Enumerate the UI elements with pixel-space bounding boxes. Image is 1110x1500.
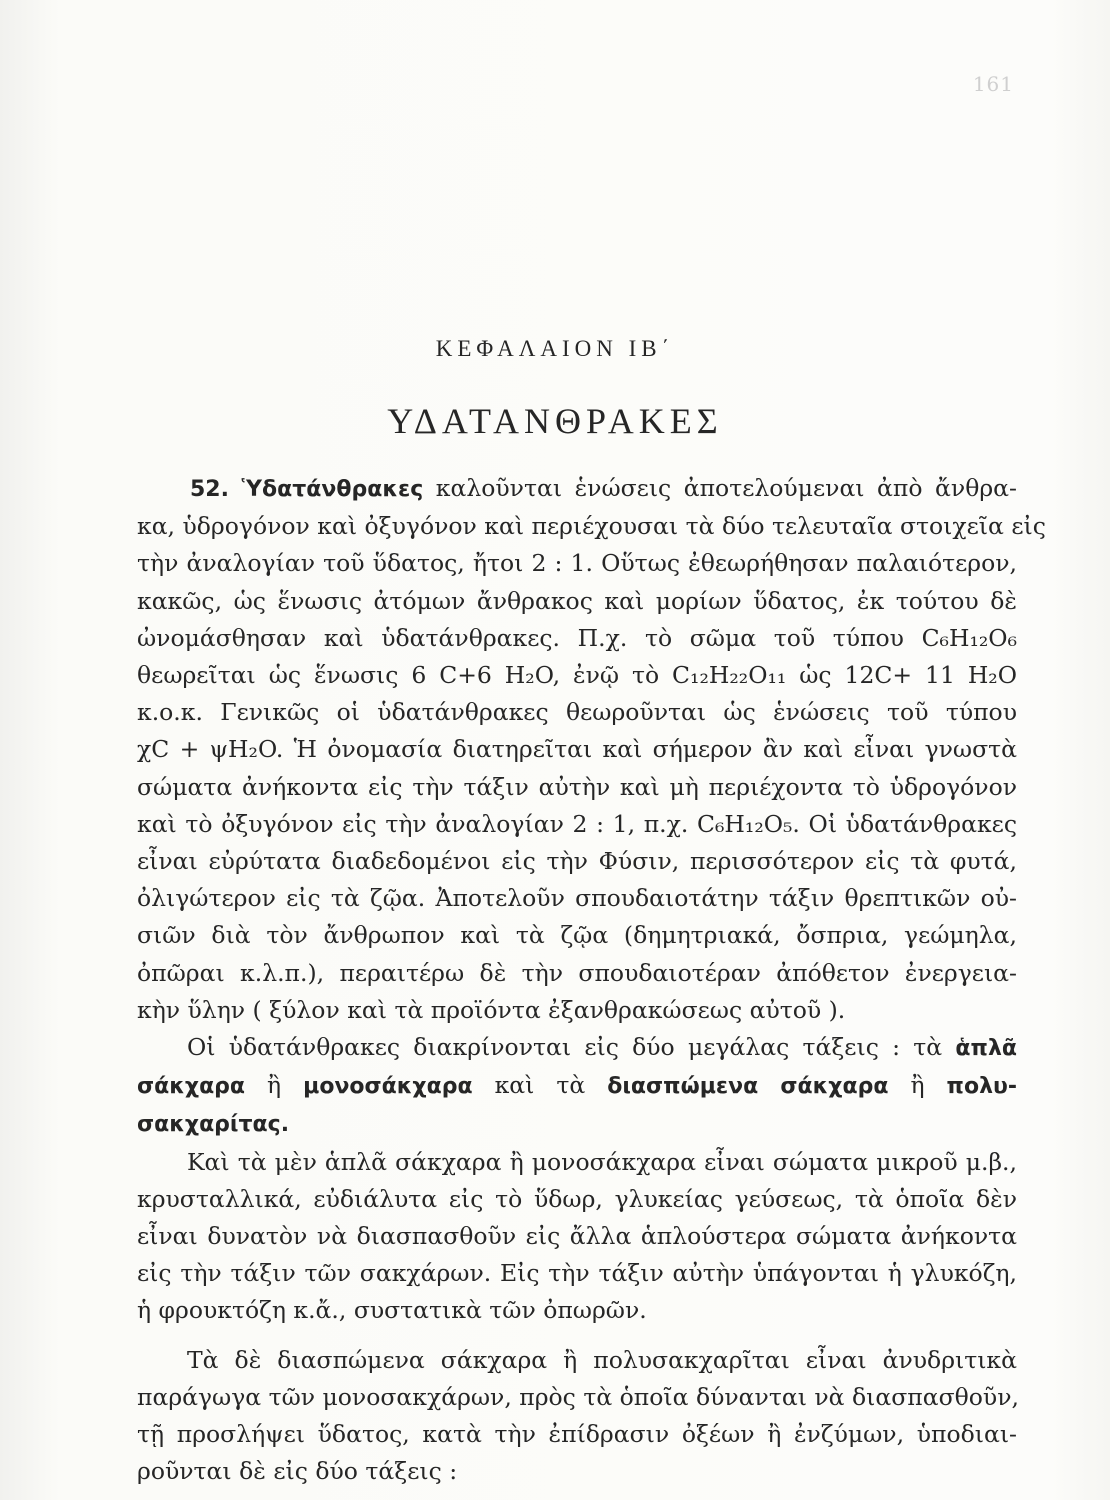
section-line: κὴν ὕλην ( ξύλον καὶ τὰ προϊόντα ἐξανθρακώσεως αὐτοῦ ). (137, 995, 846, 1024)
paragraph-gap (137, 1330, 1017, 1342)
section-line: ὀλιγώτερον εἰς τὰ ζῷα. Ἀποτελοῦν σπουδαιοτάτην τάξιν θρεπτικῶν οὐ- (137, 884, 1017, 913)
term-simple: ἁπλᾶ (955, 1036, 1017, 1062)
term-poly-a: πολυ- (946, 1074, 1017, 1100)
section-line: καὶ τὸ ὀξυγόνον εἰς τὴν ἀναλογίαν 2 : 1, π.χ. C₆H₁₂O₅. Οἱ ὑδατάνθρακες (137, 809, 1017, 838)
section-line: κακῶς, ὡς ἕνωσις ἀτόμων ἄνθρακος καὶ μορίων ὕδατος, ἐκ τούτου δὲ (137, 586, 1017, 615)
term-poly-b: σακχαρίτας (137, 1112, 281, 1138)
section-line: ὠνομάσθησαν καὶ ὑδατάνθρακες. Π.χ. τὸ σῶμα τοῦ τύπου C₆H₁₂O₆ (137, 623, 1017, 652)
section-term: Ὑδατάνθρακες (241, 477, 424, 502)
paragraph-2-line-3 (137, 1105, 1017, 1143)
section-line: σιῶν διὰ τὸν ἄνθρωπον καὶ τὰ ζῷα (δημητριακά, ὄσπρια, γεώμηλα, (137, 921, 1017, 950)
section-line: κα, ὑδρογόνον καὶ ὀξυγόνον καὶ περιέχουσαι τὰ δύο τελευταῖα στοιχεῖα εἰς (137, 512, 1046, 541)
paragraph-3-line: ἡ φρουκτόζη κ.ἄ., συστατικὰ τῶν ὀπωρῶν. (137, 1296, 647, 1325)
paragraph-4-line: Τὰ δὲ διασπώμενα σάκχαρα ἢ πολυσακχαρῖται εἶναι ἀνυδριτικὰ (187, 1345, 1017, 1374)
paragraph-2-and: καὶ τὰ (494, 1071, 586, 1100)
section-line: τὴν ἀναλογίαν τοῦ ὕδατος, ἤτοι 2 : 1. Οὕτως ἐθεωρήθησαν παλαιότερον, (137, 549, 1017, 578)
paragraph-2-start: Οἱ ὑδατάνθρακες διακρίνονται εἰς δύο μεγάλας τάξεις : τὰ (187, 1033, 943, 1062)
section-line: καλοῦνται ἑνώσεις ἀποτελούμεναι ἀπὸ ἄνθρα- (435, 474, 1017, 502)
chapter-title: ΥΔΑΤΑΝΘΡΑΚΕΣ (387, 401, 723, 441)
paragraph-2-end: . (280, 1112, 290, 1138)
paragraph-4-line: τῇ προσλήψει ὕδατος, κατὰ τὴν ἐπίδρασιν ὀξέων ἢ ἐνζύμων, ὑποδιαι- (137, 1420, 1017, 1449)
paragraph-2-line-2 (137, 1067, 1017, 1105)
paragraph-3-line: εἶναι δυνατὸν νὰ διασπασθοῦν εἰς ἄλλα ἁπλούστερα σώματα ἀνήκοντα (137, 1222, 1017, 1251)
section-line: σώματα ἀνήκοντα εἰς τὴν τάξιν αὐτὴν καὶ μὴ περιέχοντα τὸ ὑδρογόνον (137, 772, 1017, 801)
section-number: 52. (190, 477, 229, 502)
section-line: εἶναι εὐρύτατα διαδεδομένοι εἰς τὴν Φύσιν, περισσότερον εἰς τὰ φυτά, (137, 847, 1017, 876)
page-number: 161 (972, 72, 1014, 96)
paragraph-4-line: παράγωγα τῶν μονοσακχάρων, πρὸς τὰ ὁποῖα δύνανται νὰ διασπασθοῦν, (137, 1382, 1019, 1411)
section-line: ὀπῶραι κ.λ.π.), περαιτέρω δὲ τὴν σπουδαιοτέραν ἀπόθετον ἐνεργεια- (137, 958, 1017, 987)
term-sugars: σάκχαρα (137, 1074, 246, 1100)
section-line: θεωρεῖται ὡς ἕνωσις 6 C+6 H₂O, ἐνῷ τὸ C₁₂H₂₂O₁₁ ὡς 12C+ 11 H₂O (137, 661, 1017, 690)
paragraph-3-line: εἰς τὴν τάξιν τῶν σακχάρων. Εἰς τὴν τάξιν αὐτὴν ὑπάγονται ἡ γλυκόζη, (137, 1259, 1017, 1288)
paragraph-2-line-1 (137, 1029, 1017, 1067)
term-monosaccharides: μονοσάκχαρα (303, 1074, 473, 1100)
paragraph-4-line: ροῦνται δὲ εἰς δύο τάξεις : (137, 1457, 458, 1486)
section-line: χC + ψH₂O. Ἡ ὀνομασία διατηρεῖται καὶ σήμερον ἂν καὶ εἶναι γνωστὰ (137, 735, 1017, 764)
paragraph-2-or: ἢ (910, 1071, 925, 1100)
section-first-line (137, 470, 1017, 508)
paragraph-3-line: Καὶ τὰ μὲν ἁπλᾶ σάκχαρα ἢ μονοσάκχαρα εἶναι σώματα μικροῦ μ.β., (187, 1147, 1017, 1176)
paragraph-3-line: κρυσταλλικά, εὐδιάλυτα εἰς τὸ ὕδωρ, γλυκείας γεύσεως, τὰ ὁποῖα δὲν (137, 1184, 1017, 1213)
section-line: κ.ο.κ. Γενικῶς οἱ ὑδατάνθρακες θεωροῦνται ὡς ἑνώσεις τοῦ τύπου (137, 698, 1017, 727)
paragraph-2-or: ἢ (267, 1071, 282, 1100)
chapter-label: ΚΕΦΑΛΑΙΟΝ ΙΒ΄ (435, 336, 675, 361)
term-cleavable-sugars: διασπώμενα σάκχαρα (607, 1074, 889, 1100)
page-body (137, 470, 1046, 1490)
